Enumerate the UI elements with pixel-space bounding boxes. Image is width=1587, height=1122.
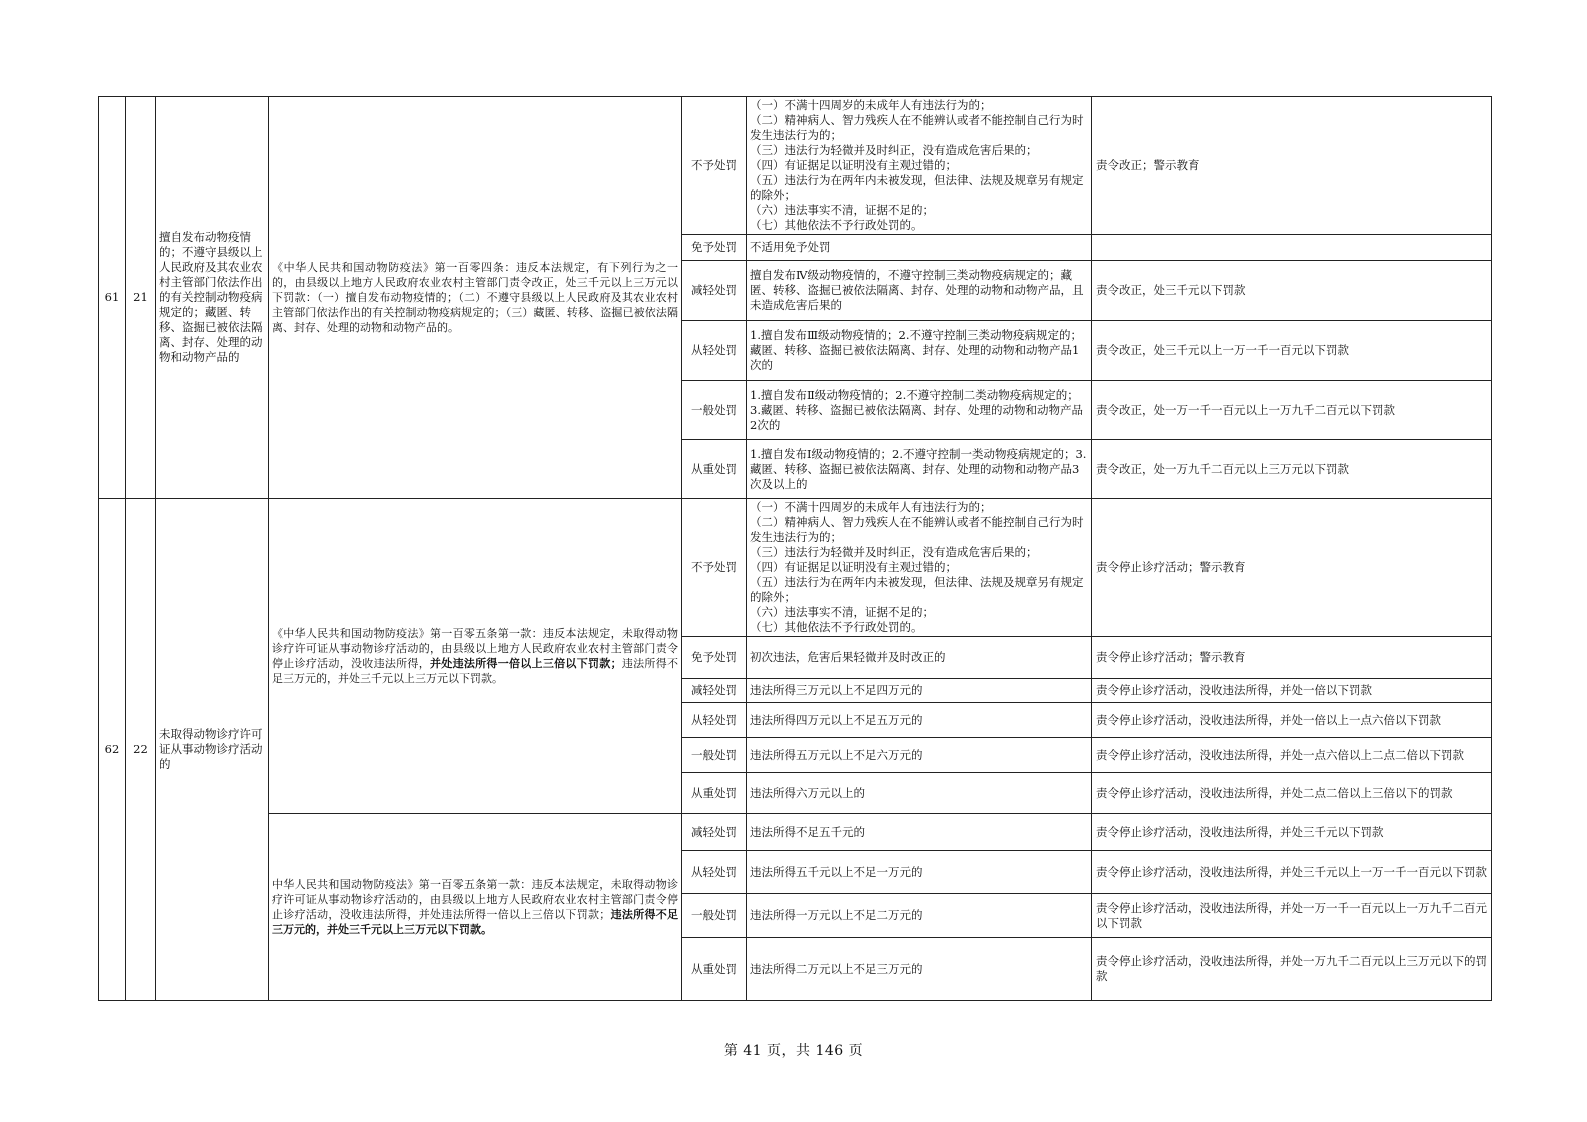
penalty-condition: 违法所得六万元以上的 (747, 773, 1092, 814)
penalty-result: 责令改正，处一万九千二百元以上三万元以下罚款 (1092, 440, 1492, 499)
penalty-result: 责令停止诊疗活动，没收违法所得，并处一倍以下罚款 (1092, 679, 1492, 703)
penalty-level: 从重处罚 (682, 773, 747, 814)
page-number-footer: 第 41 页，共 146 页 (723, 1043, 864, 1059)
penalty-condition: 擅自发布Ⅳ级动物疫情的，不遵守控制三类动物疫病规定的；藏匿、转移、盗掘已被依法隔离、封存、处理的动物和动物产品，且未造成危害后果的 (747, 261, 1092, 321)
penalty-level: 一般处罚 (682, 381, 747, 440)
penalty-condition: （一）不满十四周岁的未成年人有违法行为的； （二）精神病人、智力残疾人在不能辨认或者不能控制自己行为时发生违法行为的； （三）违法行为轻微并及时纠正，没有造成危害后果的； （四）有证据足以证明没有主观过错的； （五）违法行为在两年内未被发现，但法律、法规及规章另有规定的除外； （六）违法事实不清，证据不足的； （七）其他依法不予行政处罚的。 (747, 499, 1092, 637)
penalty-condition: 违法所得三万元以上不足四万元的 (747, 679, 1092, 703)
row-sub-number: 21 (126, 97, 156, 499)
penalty-level: 免予处罚 (682, 637, 747, 679)
row-sub-number: 22 (126, 499, 156, 1001)
penalty-level: 从重处罚 (682, 938, 747, 1001)
penalty-condition: 不适用免予处罚 (747, 235, 1092, 261)
penalty-result: 责令停止诊疗活动；警示教育 (1092, 637, 1492, 679)
penalty-result: 责令停止诊疗活动，没收违法所得，并处一倍以上一点六倍以下罚款 (1092, 703, 1492, 738)
penalty-level: 从轻处罚 (682, 703, 747, 738)
penalty-condition: 违法所得四万元以上不足五万元的 (747, 703, 1092, 738)
penalty-condition: 违法所得二万元以上不足三万元的 (747, 938, 1092, 1001)
penalty-level: 不予处罚 (682, 499, 747, 637)
penalty-level: 免予处罚 (682, 235, 747, 261)
penalty-level: 一般处罚 (682, 894, 747, 938)
penalty-level: 不予处罚 (682, 97, 747, 235)
row-number: 62 (99, 499, 126, 1001)
penalty-result: 责令改正，处三千元以下罚款 (1092, 261, 1492, 321)
penalty-level: 减轻处罚 (682, 679, 747, 703)
penalty-condition: （一）不满十四周岁的未成年人有违法行为的； （二）精神病人、智力残疾人在不能辨认或者不能控制自己行为时发生违法行为的； （三）违法行为轻微并及时纠正，没有造成危害后果的； （四）有证据足以证明没有主观过错的； （五）违法行为在两年内未被发现，但法律、法规及规章另有规定的除外； （六）违法事实不清，证据不足的； （七）其他依法不予行政处罚的。 (747, 97, 1092, 235)
penalty-result: 责令改正，处三千元以上一万一千一百元以下罚款 (1092, 321, 1492, 381)
penalty-table (98, 96, 1492, 1001)
penalty-result: 责令停止诊疗活动，没收违法所得，并处三千元以下罚款 (1092, 814, 1492, 851)
penalty-level: 从重处罚 (682, 440, 747, 499)
penalty-condition: 违法所得一万元以上不足二万元的 (747, 894, 1092, 938)
table-row (99, 499, 1492, 637)
penalty-result: 责令停止诊疗活动，没收违法所得，并处一点六倍以上二点二倍以下罚款 (1092, 738, 1492, 773)
penalty-condition: 违法所得五万元以上不足六万元的 (747, 738, 1092, 773)
penalty-condition: 违法所得不足五千元的 (747, 814, 1092, 851)
penalty-result: 责令改正；警示教育 (1092, 97, 1492, 235)
table-row (99, 814, 1492, 851)
penalty-result: 责令停止诊疗活动；警示教育 (1092, 499, 1492, 637)
legal-basis: 《中华人民共和国动物防疫法》第一百零四条：违反本法规定，有下列行为之一的，由县级以上地方人民政府农业农村主管部门责令改正，处三千元以上三万元以下罚款：（一）擅自发布动物疫情的；（二）不遵守县级以上人民政府及其农业农村主管部门依法作出的有关控制动物疫病规定的；（三）藏匿、转移、盗掘已被依法隔离、封存、处理的动物和动物产品的。 (269, 97, 682, 499)
penalty-condition: 1.擅自发布Ⅰ级动物疫情的；2.不遵守控制一类动物疫病规定的；3.藏匿、转移、盗掘已被依法隔离、封存、处理的动物和动物产品3次及以上的 (747, 440, 1092, 499)
penalty-result: 责令停止诊疗活动，没收违法所得，并处二点二倍以上三倍以下的罚款 (1092, 773, 1492, 814)
penalty-result: 责令改正，处一万一千一百元以上一万九千二百元以下罚款 (1092, 381, 1492, 440)
penalty-result: 责令停止诊疗活动，没收违法所得，并处一万一千一百元以上一万九千二百元以下罚款 (1092, 894, 1492, 938)
penalty-result (1092, 235, 1492, 261)
legal-basis: 《中华人民共和国动物防疫法》第一百零五条第一款：违反本法规定，未取得动物诊疗许可证从事动物诊疗活动的，由县级以上地方人民政府农业农村主管部门责令停止诊疗活动，没收违法所得，并处违法所得一倍以上三倍以下罚款；违法所得不足三万元的，并处三千元以上三万元以下罚款。 (269, 499, 682, 814)
row-number: 61 (99, 97, 126, 499)
penalty-level: 从轻处罚 (682, 321, 747, 381)
penalty-condition: 1.擅自发布Ⅲ级动物疫情的；2.不遵守控制三类动物疫病规定的；藏匿、转移、盗掘已被依法隔离、封存、处理的动物和动物产品1次的 (747, 321, 1092, 381)
penalty-level: 减轻处罚 (682, 261, 747, 321)
violation-item: 擅自发布动物疫情的；不遵守县级以上人民政府及其农业农村主管部门依法作出的有关控制动物疫病规定的；藏匿、转移、盗掘已被依法隔离、封存、处理的动物和动物产品的 (156, 97, 269, 499)
penalty-level: 减轻处罚 (682, 814, 747, 851)
violation-item: 未取得动物诊疗许可证从事动物诊疗活动的 (156, 499, 269, 1001)
legal-basis: 中华人民共和国动物防疫法》第一百零五条第一款：违反本法规定，未取得动物诊疗许可证从事动物诊疗活动的，由县级以上地方人民政府农业农村主管部门责令停止诊疗活动，没收违法所得，并处违法所得一倍以上三倍以下罚款；违法所得不足三万元的，并处三千元以上三万元以下罚款。 (269, 814, 682, 1001)
penalty-result: 责令停止诊疗活动，没收违法所得，并处一万九千二百元以上三万元以下的罚款 (1092, 938, 1492, 1001)
penalty-condition: 1.擅自发布Ⅱ级动物疫情的；2.不遵守控制二类动物疫病规定的；3.藏匿、转移、盗掘已被依法隔离、封存、处理的动物和动物产品2次的 (747, 381, 1092, 440)
penalty-result: 责令停止诊疗活动，没收违法所得，并处三千元以上一万一千一百元以下罚款 (1092, 851, 1492, 894)
penalty-level: 一般处罚 (682, 738, 747, 773)
table-row (99, 97, 1492, 235)
penalty-level: 从轻处罚 (682, 851, 747, 894)
penalty-condition: 初次违法，危害后果轻微并及时改正的 (747, 637, 1092, 679)
penalty-condition: 违法所得五千元以上不足一万元的 (747, 851, 1092, 894)
